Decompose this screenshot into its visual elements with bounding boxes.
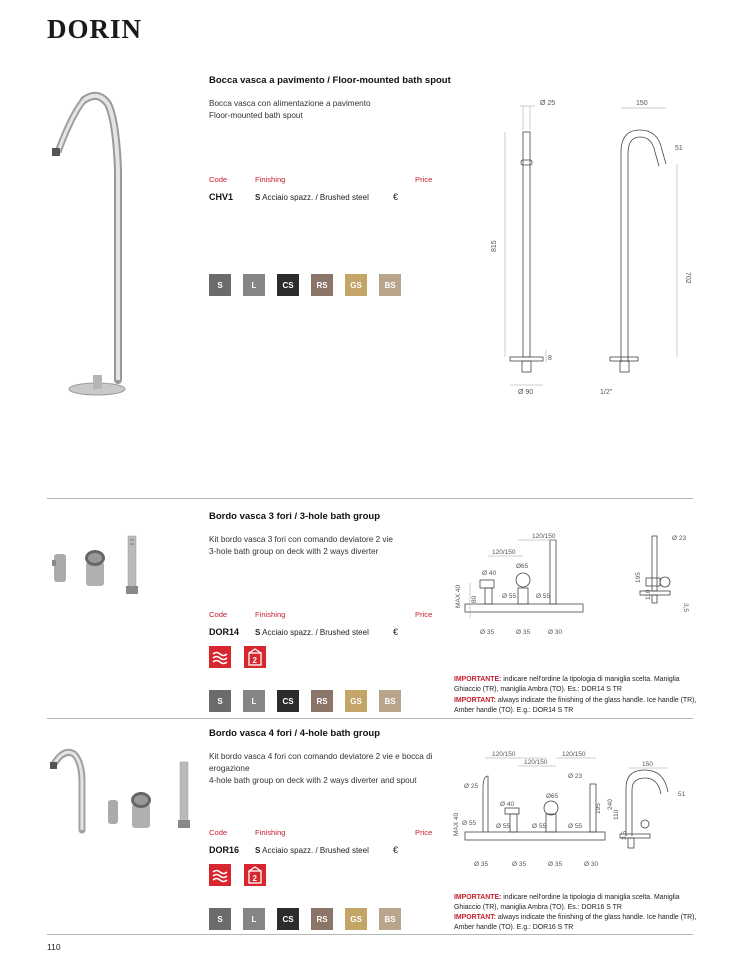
- technical-drawing-floor-spout: [490, 92, 705, 402]
- dim-d25: Ø 25: [464, 783, 479, 790]
- dim-h815: 815: [491, 240, 498, 252]
- dim-w150: 150: [636, 100, 648, 107]
- product-photo-3hole: [48, 530, 158, 600]
- product-finishing: [255, 846, 369, 855]
- dim-d35-a: Ø 35: [480, 629, 495, 636]
- finish-text: Acciaio spazz. / Brushed steel: [262, 846, 369, 855]
- product-finishing: [255, 628, 369, 637]
- finishing-header: Finishing: [255, 828, 286, 837]
- dim-d40: Ø 40: [500, 801, 515, 808]
- swatch-rs: RS: [311, 690, 333, 712]
- dim-h110: 110: [613, 809, 620, 820]
- two-way-diverter-icon: [244, 646, 266, 668]
- dim-120-150-c: 120/150: [562, 751, 586, 758]
- product-photo-floor-spout: [40, 90, 150, 400]
- product-desc-en: Floor-mounted bath spout: [209, 111, 303, 120]
- dim-120-150-a: 120/150: [492, 751, 516, 758]
- dim-h8: 8: [548, 355, 552, 362]
- finish-swatches: [209, 274, 401, 296]
- product-finishing: [255, 193, 369, 202]
- two-way-diverter-icon: [244, 864, 266, 886]
- product-price: €: [393, 192, 399, 202]
- finish-letter: S: [255, 193, 261, 202]
- dim-d65: Ø65: [546, 793, 559, 800]
- dim-120-150-b: 120/150: [524, 759, 548, 766]
- price-header: Price: [415, 610, 433, 619]
- product-price: €: [393, 627, 399, 637]
- important-label: IMPORTANTE:: [454, 894, 502, 901]
- note-text: indicare nell'ordine la tipologia di maniglia scelta. Maniglia Ghiaccio (TR), maniglia Ambra (TO). Es.: DOR14 S TR: [454, 676, 680, 693]
- swatch-cs: CS: [277, 690, 299, 712]
- finishing-header: Finishing: [255, 175, 286, 184]
- swatch-gs: GS: [345, 274, 367, 296]
- swatch-bs: BS: [379, 690, 401, 712]
- finish-swatches: [209, 690, 401, 712]
- dim-h110: 110: [645, 589, 652, 600]
- dim-d23: Ø 23: [672, 535, 687, 542]
- dim-d23: Ø 23: [568, 773, 583, 780]
- product-price: €: [393, 845, 399, 855]
- dim-d35-b: Ø 35: [516, 629, 531, 636]
- dim-d30: Ø 30: [548, 629, 563, 636]
- dim-d65: Ø65: [516, 563, 529, 570]
- dim-d35-c: Ø 35: [548, 861, 563, 868]
- product-code: DOR16: [209, 845, 240, 855]
- product-title: Bordo vasca 4 fori / 4-hole bath group: [209, 728, 381, 739]
- svg-text:2: 2: [252, 656, 257, 665]
- product-title: Bocca vasca a pavimento / Floor-mounted bath spout: [209, 75, 451, 86]
- finish-text: Acciaio spazz. / Brushed steel: [262, 628, 369, 637]
- swatch-l: L: [243, 274, 265, 296]
- product-code: DOR14: [209, 627, 240, 637]
- swatch-gs: GS: [345, 690, 367, 712]
- finishing-header: Finishing: [255, 610, 286, 619]
- finish-letter: S: [255, 846, 261, 855]
- dim-max40: MAX 40: [455, 584, 462, 608]
- dim-d35-b: Ø 35: [512, 861, 527, 868]
- dim-angle: 51: [675, 145, 683, 152]
- dim-h35: 3,5: [682, 603, 689, 613]
- dim-d90: Ø 90: [518, 389, 534, 396]
- dim-d55-a: Ø 55: [502, 593, 517, 600]
- important-note-it: [454, 893, 704, 912]
- note-text: always indicate the finishing of the glass handle. Ice handle (TR), Amber handle (TO). E.g.: DOR16 S TR: [454, 914, 697, 931]
- dim-angle: 51: [678, 791, 686, 798]
- swatch-l: L: [243, 908, 265, 930]
- dim-h240: 240: [607, 799, 614, 810]
- water-flow-icon: [209, 646, 231, 668]
- swatch-cs: CS: [277, 274, 299, 296]
- technical-drawing-3hole: [450, 528, 700, 638]
- code-header: Code: [209, 828, 228, 837]
- code-header: Code: [209, 610, 228, 619]
- dim-h702: 702: [684, 272, 691, 284]
- dim-d55-b: Ø 55: [536, 593, 551, 600]
- product-code: CHV1: [209, 192, 234, 202]
- swatch-bs: BS: [379, 908, 401, 930]
- dim-h35: 3,5: [621, 830, 628, 840]
- dim-120-150-a: 120/150: [532, 533, 556, 540]
- swatch-gs: GS: [345, 908, 367, 930]
- important-label: IMPORTANTE:: [454, 676, 502, 683]
- swatch-cs: CS: [277, 908, 299, 930]
- product-photo-4hole: [44, 742, 204, 842]
- swatch-bs: BS: [379, 274, 401, 296]
- section-divider: [47, 498, 693, 499]
- dim-d55-c: Ø 55: [532, 823, 547, 830]
- dim-w150: 150: [642, 761, 653, 768]
- product-desc-it: Kit bordo vasca 3 fori con comando deviatore 2 vie: [209, 535, 393, 544]
- dim-half-inch: 1/2": [600, 389, 613, 396]
- dim-max40: MAX 40: [453, 812, 460, 836]
- product-title: Bordo vasca 3 fori / 3-hole bath group: [209, 511, 381, 522]
- note-text: indicare nell'ordine la tipologia di maniglia scelta. Maniglia Ghiaccio (TR), maniglia Ambra (TO). Es.: DOR16 S TR: [454, 894, 680, 911]
- finish-swatches: [209, 908, 401, 930]
- swatch-s: S: [209, 274, 231, 296]
- water-flow-icon: [209, 864, 231, 886]
- finish-letter: S: [255, 628, 261, 637]
- dim-d55-d: Ø 55: [568, 823, 583, 830]
- note-text: always indicate the finishing of the glass handle. Ice handle (TR), Amber handle (TO). E.g.: DOR14 S TR: [454, 697, 697, 714]
- swatch-l: L: [243, 690, 265, 712]
- dim-h80: 80: [471, 595, 478, 603]
- product-desc-it: Bocca vasca con alimentazione a pavimento: [209, 99, 371, 108]
- important-label: IMPORTANT:: [454, 697, 496, 704]
- dim-d55-b: Ø 55: [496, 823, 511, 830]
- important-note-en: [454, 913, 704, 932]
- dim-d30: Ø 30: [584, 861, 599, 868]
- swatch-rs: RS: [311, 908, 333, 930]
- dim-h195: 195: [595, 803, 602, 814]
- price-header: Price: [415, 175, 433, 184]
- brand-logo: DORIN: [47, 14, 143, 44]
- finish-text: Acciaio spazz. / Brushed steel: [262, 193, 369, 202]
- code-header: Code: [209, 175, 228, 184]
- important-label: IMPORTANT:: [454, 914, 496, 921]
- dim-d55-a: Ø 55: [462, 820, 477, 827]
- section-divider: [47, 934, 693, 935]
- svg-text:2: 2: [252, 874, 257, 883]
- dim-120-150-b: 120/150: [492, 549, 516, 556]
- price-header: Price: [415, 828, 433, 837]
- dim-d35-a: Ø 35: [474, 861, 489, 868]
- product-desc-it: Kit bordo vasca 4 fori con comando deviatore 2 vie e bocca di erogazione: [209, 752, 433, 773]
- swatch-rs: RS: [311, 274, 333, 296]
- dim-d25: Ø 25: [540, 100, 556, 107]
- product-desc-en: 4-hole bath group on deck with 2 ways diverter and spout: [209, 776, 417, 785]
- product-desc-en: 3-hole bath group on deck with 2 ways diverter: [209, 547, 379, 556]
- important-note-it: [454, 675, 704, 694]
- dim-h195: 195: [635, 572, 642, 583]
- page-number: 110: [47, 942, 61, 952]
- swatch-s: S: [209, 690, 231, 712]
- dim-d40: Ø 40: [482, 570, 497, 577]
- important-note-en: [454, 696, 704, 715]
- technical-drawing-4hole: [450, 748, 700, 870]
- swatch-s: S: [209, 908, 231, 930]
- section-divider: [47, 718, 693, 719]
